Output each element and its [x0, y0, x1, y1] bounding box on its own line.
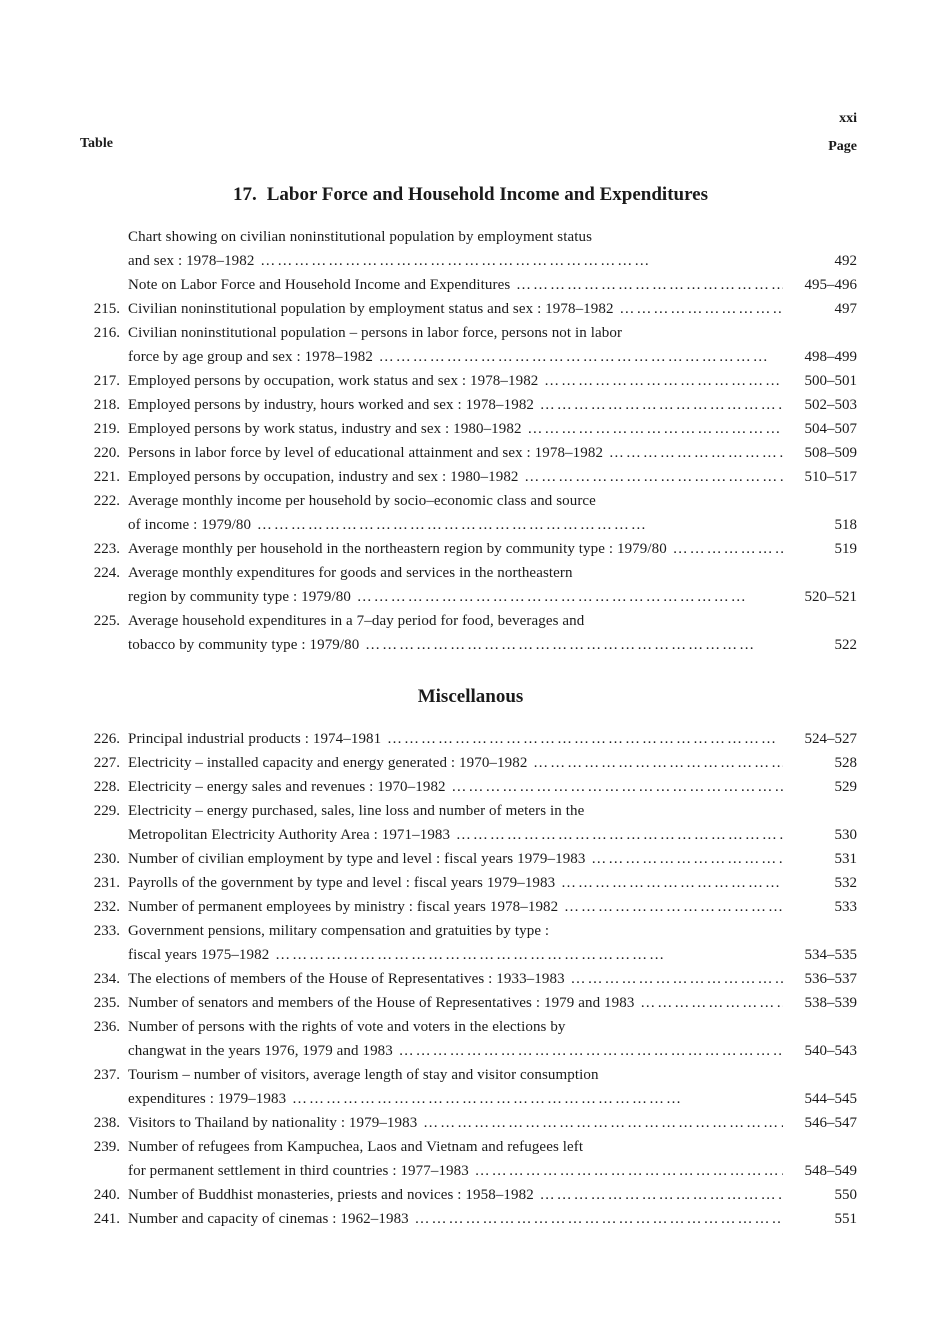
page-reference: 502–503 [804, 397, 857, 413]
toc-entry [0, 871, 941, 895]
toc-entry [0, 489, 941, 537]
toc-entry [0, 1135, 941, 1183]
entry-title-line: Chart showing on civilian noninstitutional population by employment status [128, 229, 593, 245]
entry-title [128, 991, 783, 1015]
table-number: 215. [93, 301, 120, 317]
entry-title [128, 297, 783, 321]
entry-title-line: Number of senators and members of the House of Representatives : 1979 and 1983 …………………………………………………………… [128, 991, 783, 1015]
entry-title-line: Principal industrial products : 1974–1981 …………………………………………………………… [128, 727, 783, 751]
page-reference: 520–521 [804, 589, 857, 605]
page-reference: 508–509 [804, 445, 857, 461]
entry-title-line: Tourism – number of visitors, average length of stay and visitor consumption [128, 1067, 599, 1083]
page-reference: 492 [834, 253, 857, 269]
entry-title-line: expenditures : 1979–1983 …………………………………………………………… [128, 1087, 783, 1111]
page-reference: 498–499 [804, 349, 857, 365]
section-title-text: Labor Force and Household Income and Expenditures [266, 184, 709, 205]
entry-title [128, 775, 783, 799]
page-reference: 531 [834, 851, 857, 867]
table-number: 237. [93, 1067, 120, 1083]
toc-entry [0, 799, 941, 847]
table-number: 220. [93, 445, 120, 461]
entry-title [128, 1111, 783, 1135]
entry-title-line: Electricity – installed capacity and energy generated : 1970–1982 …………………………………………………………… [128, 751, 783, 775]
toc-entry [0, 775, 941, 799]
entry-title [128, 1207, 783, 1231]
entry-list [0, 727, 941, 1231]
entry-title-line: The elections of members of the House of Representatives : 1933–1983 …………………………………………………………… [128, 967, 783, 991]
entry-title-line: Electricity – energy sales and revenues : 1970–1982 …………………………………………………………… [128, 775, 783, 799]
entry-title-line: Number of refugees from Kampuchea, Laos and Vietnam and refugees left [128, 1139, 584, 1155]
page-reference: 529 [834, 779, 857, 795]
column-heading-table: Table [80, 136, 113, 151]
toc-entry [0, 297, 941, 321]
table-number: 225. [93, 613, 120, 629]
section-title-text: Miscellanous [417, 686, 524, 707]
entry-title-line: Employed persons by work status, industry and sex : 1980–1982 …………………………………………………………… [128, 417, 783, 441]
table-number: 239. [93, 1139, 120, 1155]
table-number: 227. [93, 755, 120, 771]
toc-entry [0, 321, 941, 369]
entry-title-line: Civilian noninstitutional population by employment status and sex : 1978–1982 …………………………………………………………… [128, 297, 783, 321]
entry-title-line: Visitors to Thailand by nationality : 1979–1983 …………………………………………………………… [128, 1111, 783, 1135]
entry-title-line: Average monthly income per household by socio–economic class and source [128, 493, 596, 509]
page-reference: 510–517 [804, 469, 857, 485]
entry-title [128, 919, 783, 967]
toc-entry [0, 225, 941, 273]
toc-entry [0, 919, 941, 967]
toc-entry [0, 273, 941, 297]
entry-title-line: Electricity – energy purchased, sales, line loss and number of meters in the [128, 803, 585, 819]
section-title [0, 686, 941, 708]
page-reference: 532 [834, 875, 857, 891]
table-number: 229. [93, 803, 120, 819]
page-reference: 546–547 [804, 1115, 857, 1131]
entry-title [128, 489, 783, 537]
section-title [0, 184, 941, 206]
page-reference: 522 [834, 637, 857, 653]
entry-title-line: and sex : 1978–1982 …………………………………………………………… [128, 249, 783, 273]
entry-title [128, 727, 783, 751]
table-number: 217. [93, 373, 120, 389]
page-reference: 540–543 [804, 1043, 857, 1059]
page-reference: 538–539 [804, 995, 857, 1011]
entry-title [128, 609, 783, 657]
entry-title [128, 537, 783, 561]
table-number: 216. [93, 325, 120, 341]
page-reference: 497 [834, 301, 857, 317]
entry-title [128, 751, 783, 775]
entry-title-line: Number and capacity of cinemas : 1962–1983 …………………………………………………………… [128, 1207, 783, 1231]
table-number: 224. [93, 565, 120, 581]
entry-title [128, 847, 783, 871]
page-reference: 519 [834, 541, 857, 557]
toc-entry [0, 393, 941, 417]
entry-title-line: Employed persons by occupation, work status and sex : 1978–1982 …………………………………………………………… [128, 369, 783, 393]
toc-entry [0, 1111, 941, 1135]
entry-title-line: Persons in labor force by level of educational attainment and sex : 1978–1982 …………………………………………………………… [128, 441, 783, 465]
entry-title-line: Metropolitan Electricity Authority Area : 1971–1983 …………………………………………………………… [128, 823, 783, 847]
entry-title [128, 417, 783, 441]
table-number: 238. [93, 1115, 120, 1131]
entry-title [128, 561, 783, 609]
table-number: 218. [93, 397, 120, 413]
toc-entry [0, 369, 941, 393]
page-reference: 534–535 [804, 947, 857, 963]
table-number: 232. [93, 899, 120, 915]
table-number: 240. [93, 1187, 120, 1203]
entry-title [128, 871, 783, 895]
table-number: 241. [93, 1211, 120, 1227]
table-number: 233. [93, 923, 120, 939]
table-number: 223. [93, 541, 120, 557]
entry-title [128, 273, 783, 297]
entry-title-line: Number of persons with the rights of vote and voters in the elections by [128, 1019, 566, 1035]
entry-title-line: fiscal years 1975–1982 …………………………………………………………… [128, 943, 783, 967]
table-number: 226. [93, 731, 120, 747]
entry-title [128, 369, 783, 393]
entry-title-line: Employed persons by industry, hours worked and sex : 1978–1982 …………………………………………………………… [128, 393, 783, 417]
entry-title-line: Payrolls of the government by type and level : fiscal years 1979–1983 …………………………………………………………… [128, 871, 783, 895]
entry-title [128, 895, 783, 919]
page-reference: 504–507 [804, 421, 857, 437]
table-number: 236. [93, 1019, 120, 1035]
entry-title [128, 1063, 783, 1111]
toc-entry [0, 465, 941, 489]
entry-title-line: Employed persons by occupation, industry and sex : 1980–1982 …………………………………………………………… [128, 465, 783, 489]
table-number: 231. [93, 875, 120, 891]
toc-entry [0, 441, 941, 465]
entry-title [128, 465, 783, 489]
entry-title-line: tobacco by community type : 1979/80 …………………………………………………………… [128, 633, 783, 657]
page-reference: 548–549 [804, 1163, 857, 1179]
entry-title-line: changwat in the years 1976, 1979 and 1983 …………………………………………………………… [128, 1039, 783, 1063]
entry-title-line: Civilian noninstitutional population – persons in labor force, persons not in labor [128, 325, 623, 341]
toc-entry [0, 417, 941, 441]
entry-title-line: force by age group and sex : 1978–1982 …………………………………………………………… [128, 345, 783, 369]
entry-title-line: region by community type : 1979/80 …………………………………………………………… [128, 585, 783, 609]
entry-title [128, 799, 783, 847]
entry-title [128, 441, 783, 465]
table-number: 235. [93, 995, 120, 1011]
page-reference: 536–537 [804, 971, 857, 987]
toc-entry [0, 895, 941, 919]
table-number: 222. [93, 493, 120, 509]
page-number: xxi [839, 111, 857, 126]
entry-title-line: for permanent settlement in third countries : 1977–1983 …………………………………………………………… [128, 1159, 783, 1183]
toc-entry [0, 1183, 941, 1207]
entry-title-line: of income : 1979/80 …………………………………………………………… [128, 513, 783, 537]
page-reference: 495–496 [804, 277, 857, 293]
entry-title [128, 967, 783, 991]
entry-title-line: Average household expenditures in a 7–day period for food, beverages and [128, 613, 585, 629]
page-reference: 528 [834, 755, 857, 771]
toc-entry [0, 1207, 941, 1231]
page-reference: 518 [834, 517, 857, 533]
page-reference: 530 [834, 827, 857, 843]
toc-entry [0, 727, 941, 751]
page-reference: 533 [834, 899, 857, 915]
entry-title-line: Note on Labor Force and Household Income and Expenditures …………………………………………………………… [128, 273, 783, 297]
entry-title [128, 225, 783, 273]
toc-entry [0, 537, 941, 561]
page-reference: 550 [834, 1187, 857, 1203]
entry-title-line: Number of permanent employees by ministry : fiscal years 1978–1982 …………………………………………………………… [128, 895, 783, 919]
entry-title-line: Government pensions, military compensation and gratuities by type : [128, 923, 550, 939]
page-reference: 524–527 [804, 731, 857, 747]
entry-title [128, 393, 783, 417]
entry-title [128, 321, 783, 369]
toc-entry [0, 847, 941, 871]
entry-title-line: Average monthly expenditures for goods and services in the northeastern [128, 565, 573, 581]
entry-title [128, 1135, 783, 1183]
entry-title [128, 1015, 783, 1063]
toc-entry [0, 1063, 941, 1111]
page-reference: 544–545 [804, 1091, 857, 1107]
table-number: 234. [93, 971, 120, 987]
toc-entry [0, 991, 941, 1015]
section-number: 17. [232, 184, 257, 205]
page-reference: 551 [834, 1211, 857, 1227]
table-number: 228. [93, 779, 120, 795]
table-number: 219. [93, 421, 120, 437]
toc-entry [0, 751, 941, 775]
table-number: 230. [93, 851, 120, 867]
entry-title-line: Number of civilian employment by type and level : fiscal years 1979–1983 …………………………………………………………… [128, 847, 783, 871]
column-heading-page: Page [828, 139, 857, 154]
entry-list [0, 225, 941, 657]
entry-title-line: Average monthly per household in the northeastern region by community type : 1979/80 …………………………………………………………… [128, 537, 783, 561]
toc-entry [0, 609, 941, 657]
toc-entry [0, 1015, 941, 1063]
entry-title-line: Number of Buddhist monasteries, priests and novices : 1958–1982 …………………………………………………………… [128, 1183, 783, 1207]
entry-title [128, 1183, 783, 1207]
toc-entry [0, 561, 941, 609]
toc-entry [0, 967, 941, 991]
table-number: 221. [93, 469, 120, 485]
page-reference: 500–501 [804, 373, 857, 389]
